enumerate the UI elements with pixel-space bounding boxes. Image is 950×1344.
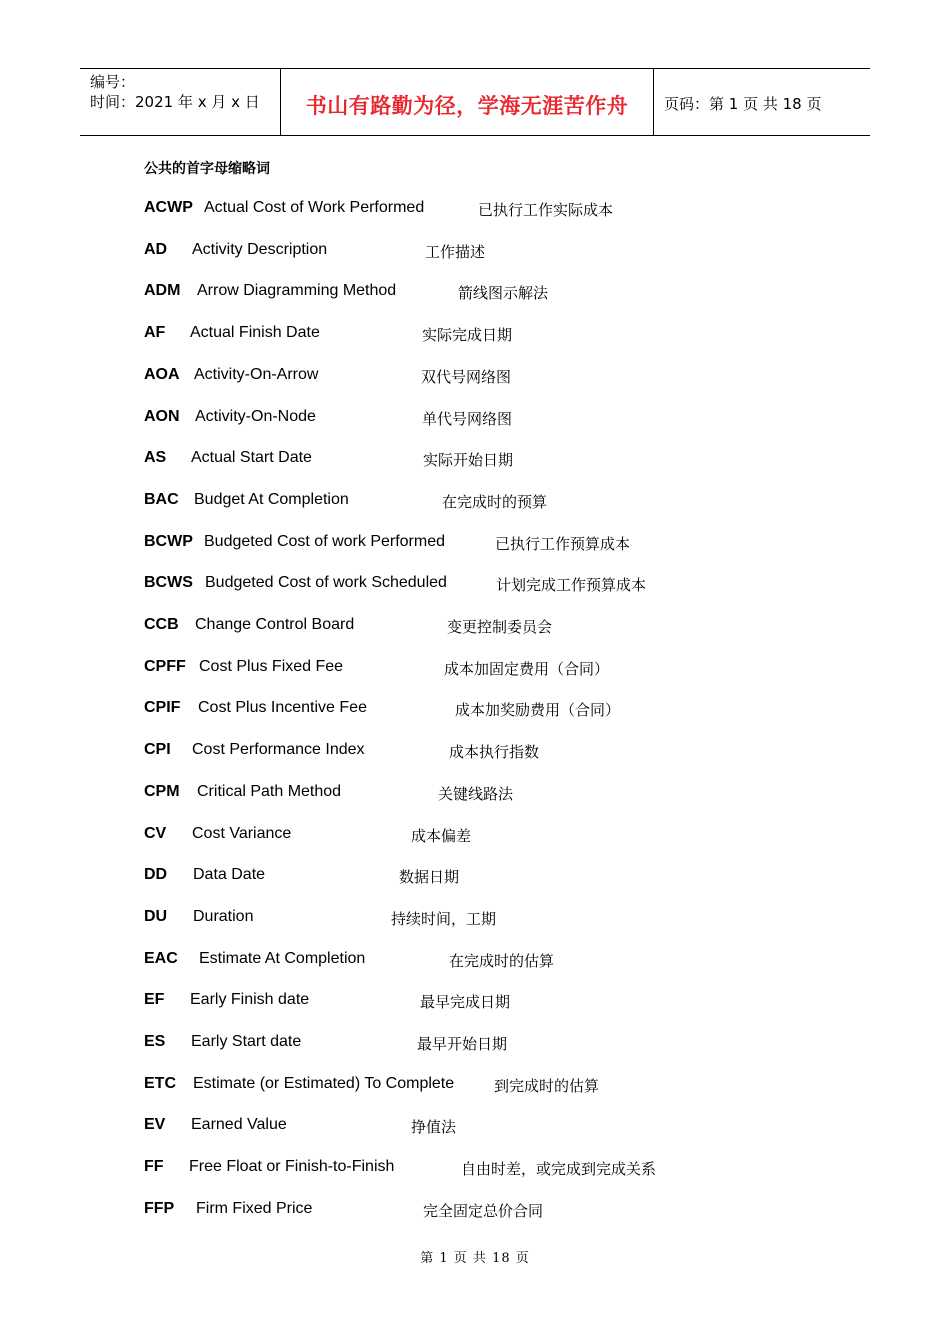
acronym-chinese: 最早开始日期 — [417, 1035, 508, 1053]
acronym-abbreviation: AF — [144, 324, 166, 342]
acronym-chinese: 计划完成工作预算成本 — [496, 576, 647, 595]
acronym-english: Estimate (or Estimated) To Complete — [193, 1074, 455, 1092]
acronym-abbreviation: ES — [144, 1033, 166, 1050]
acronym-abbreviation: ETC — [144, 1074, 176, 1092]
footer-page: 1 — [439, 1251, 449, 1266]
acronym-chinese: 单代号网络图 — [422, 409, 513, 428]
acronym-chinese: 关键线路法 — [438, 784, 514, 803]
header-page-number: 页码：第 1 页 共 18 页 — [664, 95, 822, 113]
acronym-abbreviation: CCB — [144, 616, 179, 633]
document-title: 公共的首字母缩略词 — [144, 161, 270, 177]
acronym-chinese: 在完成时的预算 — [442, 492, 548, 511]
acronym-english: Estimate At Completion — [199, 949, 366, 967]
acronym-abbreviation: ADM — [144, 282, 181, 300]
acronym-chinese: 双代号网络图 — [421, 367, 512, 386]
acronym-english: Activity-On-Arrow — [194, 365, 319, 383]
acronym-abbreviation: EV — [144, 1116, 166, 1134]
acronym-abbreviation: CPI — [144, 741, 171, 759]
header-info-cell — [80, 69, 281, 135]
acronym-abbreviation: CPFF — [144, 657, 186, 675]
acronym-abbreviation: AD — [144, 240, 168, 258]
acronym-abbreviation: EF — [144, 991, 165, 1009]
acronym-english: Critical Path Method — [197, 782, 342, 800]
acronym-chinese: 变更控制委员会 — [447, 618, 553, 636]
header-motto: 书山有路勤为径，学海无涯苦作舟 — [305, 94, 629, 118]
acronym-abbreviation: CPIF — [144, 699, 181, 717]
acronym-english: Free Float or Finish-to-Finish — [189, 1158, 395, 1176]
acronym-chinese: 成本偏差 — [411, 826, 472, 845]
acronym-english: Arrow Diagramming Method — [197, 282, 397, 300]
acronym-abbreviation: CV — [144, 824, 167, 842]
acronym-chinese: 挣值法 — [411, 1118, 457, 1137]
acronym-abbreviation: FF — [144, 1158, 164, 1176]
acronym-abbreviation: ACWP — [144, 199, 193, 216]
page-footer — [0, 1247, 950, 1266]
acronym-english: Earned Value — [191, 1116, 287, 1134]
acronym-english: Cost Performance Index — [192, 741, 365, 759]
document-time-label: 时间：2021 年 x 月 x 日 — [90, 93, 260, 111]
acronym-chinese: 在完成时的估算 — [449, 951, 555, 970]
acronym-abbreviation: AOA — [144, 365, 180, 383]
footer-prefix: 第 — [420, 1251, 435, 1266]
acronym-english: Early Start date — [191, 1033, 302, 1050]
acronym-abbreviation: CPM — [144, 782, 180, 800]
acronym-chinese: 箭线图示解法 — [458, 284, 549, 303]
acronym-chinese: 实际开始日期 — [423, 451, 514, 470]
page-header — [80, 68, 870, 136]
acronym-english: Data Date — [193, 866, 266, 884]
acronym-abbreviation: DD — [144, 866, 168, 884]
acronym-chinese: 工作描述 — [425, 242, 486, 261]
acronym-abbreviation: DU — [144, 907, 168, 925]
header-motto-cell — [281, 69, 654, 135]
acronym-english: Cost Plus Incentive Fee — [198, 699, 367, 717]
acronym-chinese: 数据日期 — [399, 868, 460, 887]
acronym-chinese: 实际完成日期 — [422, 326, 513, 345]
acronym-chinese: 已执行工作实际成本 — [478, 201, 614, 219]
document-number-label: 编号： — [90, 73, 136, 91]
acronym-abbreviation: EAC — [144, 949, 178, 967]
acronym-chinese: 已执行工作预算成本 — [495, 534, 631, 553]
acronym-abbreviation: FFP — [144, 1199, 175, 1217]
acronym-chinese: 自由时差，或完成到完成关系 — [461, 1160, 657, 1179]
acronym-abbreviation: BCWS — [144, 574, 193, 592]
acronym-english: Activity-On-Node — [195, 407, 316, 425]
footer-suffix: 页 — [515, 1251, 530, 1266]
acronym-english: Cost Variance — [192, 824, 292, 842]
acronym-chinese: 成本加固定费用（合同） — [444, 659, 610, 678]
acronym-english: Actual Cost of Work Performed — [204, 199, 425, 216]
acronym-abbreviation: BAC — [144, 490, 179, 508]
footer-total: 18 — [492, 1251, 511, 1266]
acronym-chinese: 成本执行指数 — [449, 743, 540, 762]
acronym-chinese: 最早完成日期 — [420, 993, 511, 1012]
acronym-english: Actual Finish Date — [190, 324, 320, 342]
acronym-english: Actual Start Date — [191, 449, 312, 467]
acronym-english: Change Control Board — [195, 616, 355, 633]
acronym-english: Duration — [193, 907, 254, 925]
acronym-english: Budget At Completion — [194, 490, 349, 508]
acronym-abbreviation: AON — [144, 407, 180, 425]
header-page-cell — [654, 69, 870, 135]
acronym-chinese: 完全固定总价合同 — [423, 1201, 544, 1220]
acronym-chinese: 成本加奖励费用（合同） — [455, 701, 621, 720]
acronym-chinese: 持续时间，工期 — [391, 909, 497, 928]
footer-mid: 页 共 — [453, 1251, 487, 1266]
acronym-english: Budgeted Cost of work Performed — [204, 532, 446, 550]
acronym-abbreviation: AS — [144, 449, 167, 467]
acronym-english: Activity Description — [192, 240, 328, 258]
acronym-chinese: 到完成时的估算 — [494, 1076, 600, 1095]
acronym-english: Cost Plus Fixed Fee — [199, 657, 344, 675]
acronym-english: Firm Fixed Price — [196, 1199, 313, 1217]
acronym-english: Budgeted Cost of work Scheduled — [205, 574, 447, 592]
acronym-abbreviation: BCWP — [144, 532, 193, 550]
acronym-english: Early Finish date — [190, 991, 310, 1009]
